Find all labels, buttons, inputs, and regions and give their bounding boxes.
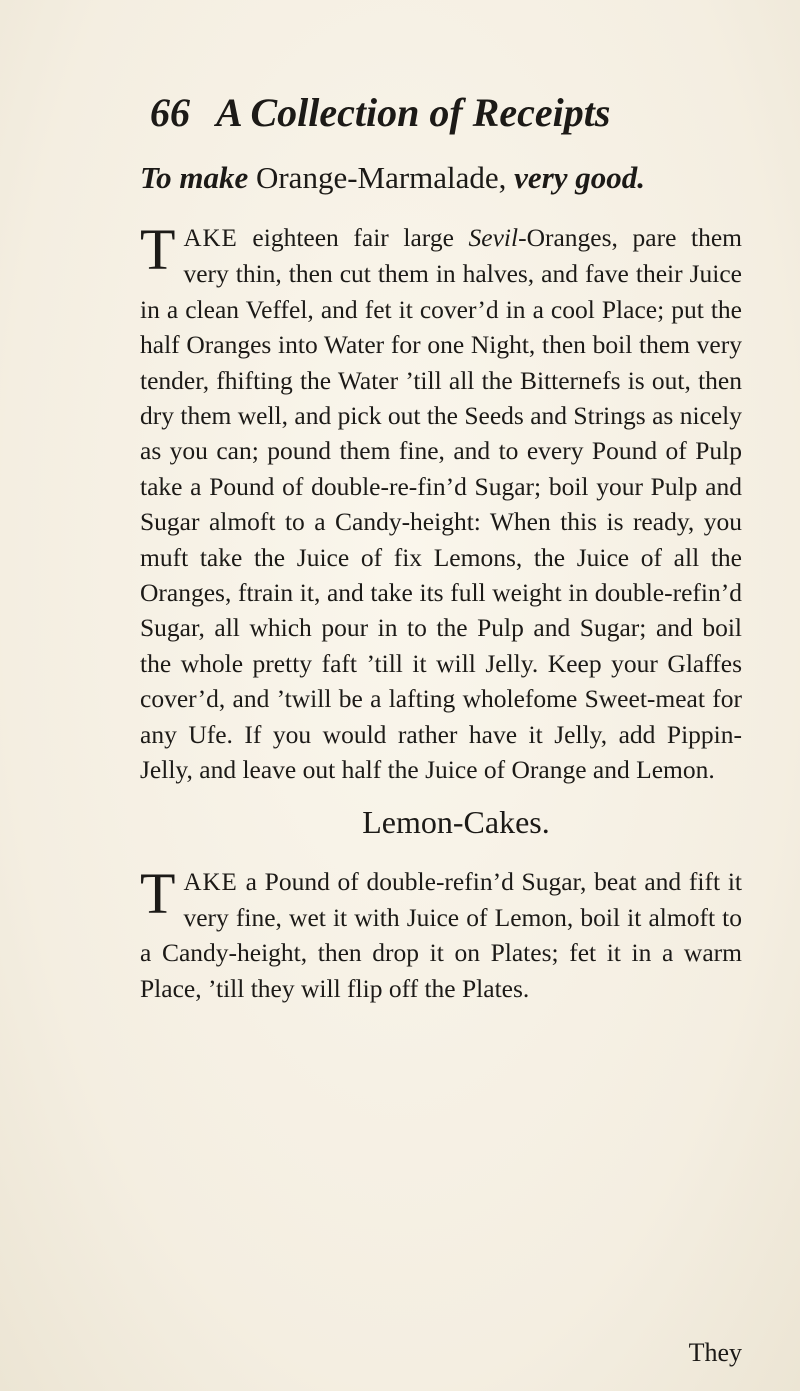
page-content (140, 158, 742, 1006)
recipe-body-orange-marmalade (140, 217, 743, 788)
italic-word: Sevil (468, 223, 519, 252)
drop-cap: T (140, 217, 176, 282)
opening-caps: AKE (183, 225, 238, 252)
recipe-title-lemon-cakes: Lemon-Cakes. (362, 803, 550, 840)
body-text-rest: -Oranges, pare them very thin, then cut them in halves, and fave their Juice in a clean Veffel, and fet it cover’d in a cool Place; put the half Oranges into Water for one Night, then boil them very tender, fhifting the Water ’till all the Bitternefs is out, then dry them well, and pick out the Seeds and Strings as nicely as you can; pound them fine, and to every Pound of Pulp take a Pound of double-re-fin’d Sugar; boil your Pulp and Sugar almoft to a Candy-height: When this is ready, you muft take the Juice of fix Lemons, the Juice of all the Oranges, ftrain it, and take its full weight in double-refin’d Sugar, all which pour in to the Pulp and Sugar; and boil the whole pretty faft ’till it will Jelly. Keep your Glaffes cover’d, and ’twill be a lafting wholefome Sweet-meat for any Ufe. If you would rather have it Jelly, add Pippin-Jelly, and leave out half the Juice of Orange and Lemon. (140, 223, 743, 785)
body-text-start: eighteen fair large (237, 223, 469, 252)
catchword: They (688, 1338, 742, 1367)
drop-cap: T (140, 860, 176, 926)
running-title: A Collection of Receipts (216, 90, 611, 135)
running-head (150, 88, 710, 138)
opening-caps: AKE (183, 868, 238, 896)
title-suffix: very good. (514, 160, 646, 195)
title-prefix: To make (140, 160, 249, 195)
recipe-title-orange-marmalade (140, 158, 742, 198)
body-text: a Pound of double-refin’d Sugar, beat and fift it very fine, wet it with Juice of Lemon, boil it almoft to a Candy-height, then drop it on Plates; fet it in a warm Place, ’till they will flip off the Plates. (140, 866, 742, 1003)
title-main: Orange-Marmalade, (255, 160, 507, 195)
page-number: 66 (150, 90, 190, 135)
recipe-body-lemon-cakes (140, 860, 742, 1007)
